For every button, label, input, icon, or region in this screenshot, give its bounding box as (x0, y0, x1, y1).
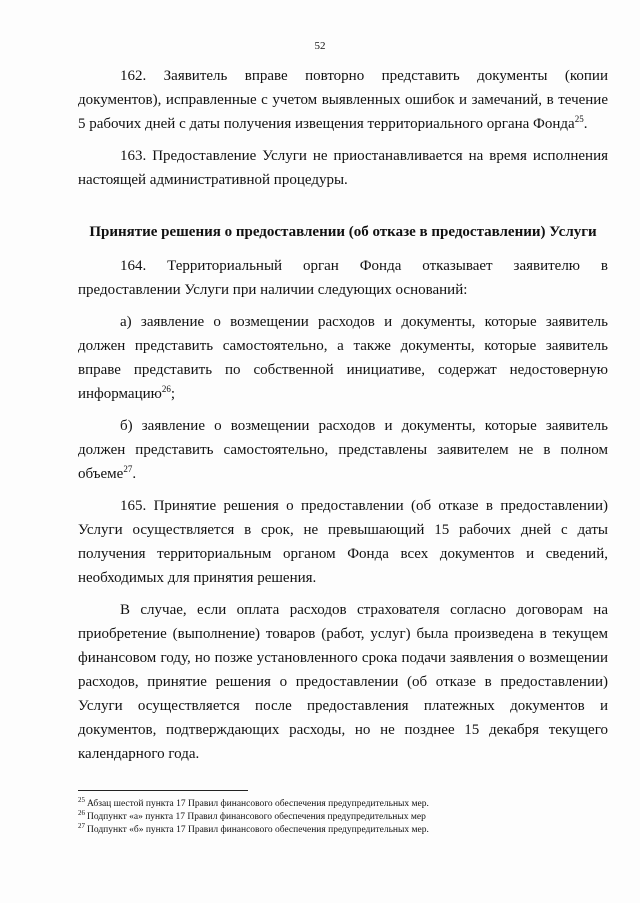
footnotes (78, 795, 608, 837)
footnote-ref-27[interactable]: 27 (123, 464, 133, 474)
paragraph-164 (78, 254, 608, 302)
paragraph-text: 165. Принятие решения о предоставлении (об отказе в предоставлении) Услуги осуществляется в срок, не превышающий 15 рабочих дней с даты получения территориальным органом Фонда всех документов и сведений, необходимых для принятия решения. (78, 498, 608, 586)
footnote-number: 26 (78, 808, 85, 817)
footnote-26 (78, 808, 608, 824)
paragraph-tail: . (132, 466, 137, 482)
paragraph-text: В случае, если оплата расходов страхователя согласно договорам на приобретение (выполнение) товаров (работ, услуг) была произведена в текущем финансовом году, но позже установленного срока подачи заявления о возмещении расходов, принятие решения о предоставлении (об отказе в предоставлении) Услуги осуществляется после предоставления платежных документов и документов, подтверждающих расходы, но не позднее 15 декабря текущего календарного года. (78, 602, 608, 762)
paragraph-165-case (78, 598, 608, 766)
footnote-ref-26[interactable]: 26 (161, 384, 171, 394)
paragraph-text: 164. Территориальный орган Фонда отказывает заявителю в предоставлении Услуги при наличии следующих оснований: (78, 258, 608, 298)
bottom-paragraphs (78, 254, 608, 766)
paragraph-162 (78, 64, 608, 136)
footnote-text: Подпункт «б» пункта 17 Правил финансового обеспечения предупредительных мер. (87, 825, 429, 835)
footnote-ref-25[interactable]: 25 (574, 114, 584, 124)
footnote-text: Подпункт «а» пункта 17 Правил финансового обеспечения предупредительных мер (87, 812, 426, 822)
footnote-27 (78, 821, 608, 837)
paragraph-text: 163. Предоставление Услуги не приостанавливается на время исполнения настоящей административной процедуры. (78, 148, 608, 188)
section-heading: Принятие решения о предоставлении (об отказе в предоставлении) Услуги (89, 224, 597, 240)
footnote-text: Абзац шестой пункта 17 Правил финансового обеспечения предупредительных мер. (87, 799, 429, 809)
paragraph-tail: . (583, 116, 588, 132)
footnote-divider (78, 790, 248, 791)
paragraph-text: б) заявление о возмещении расходов и документы, которые заявитель должен представить самостоятельно, представлены заявителем не в полном объеме (78, 418, 608, 482)
paragraph-text: а) заявление о возмещении расходов и документы, которые заявитель должен представить самостоятельно, а также документы, которые заявитель вправе представить по собственной инициативе, содержат недостоверную информацию (78, 314, 608, 402)
paragraph-tail: ; (170, 386, 176, 402)
footnote-number: 27 (78, 821, 85, 830)
paragraph-163 (78, 144, 608, 192)
top-paragraphs (78, 64, 608, 192)
paragraph-text: 162. Заявитель вправе повторно представить документы (копии документов), исправленные с учетом выявленных ошибок и замечаний, в течение 5 рабочих дней с даты получения извещения территориального органа Фонда (78, 68, 608, 132)
paragraph-164-a (78, 310, 608, 406)
paragraph-164-b (78, 414, 608, 486)
paragraph-165 (78, 494, 608, 590)
footnote-number: 25 (78, 795, 85, 804)
page-number: 52 (314, 40, 326, 52)
footnote-25 (78, 795, 608, 811)
